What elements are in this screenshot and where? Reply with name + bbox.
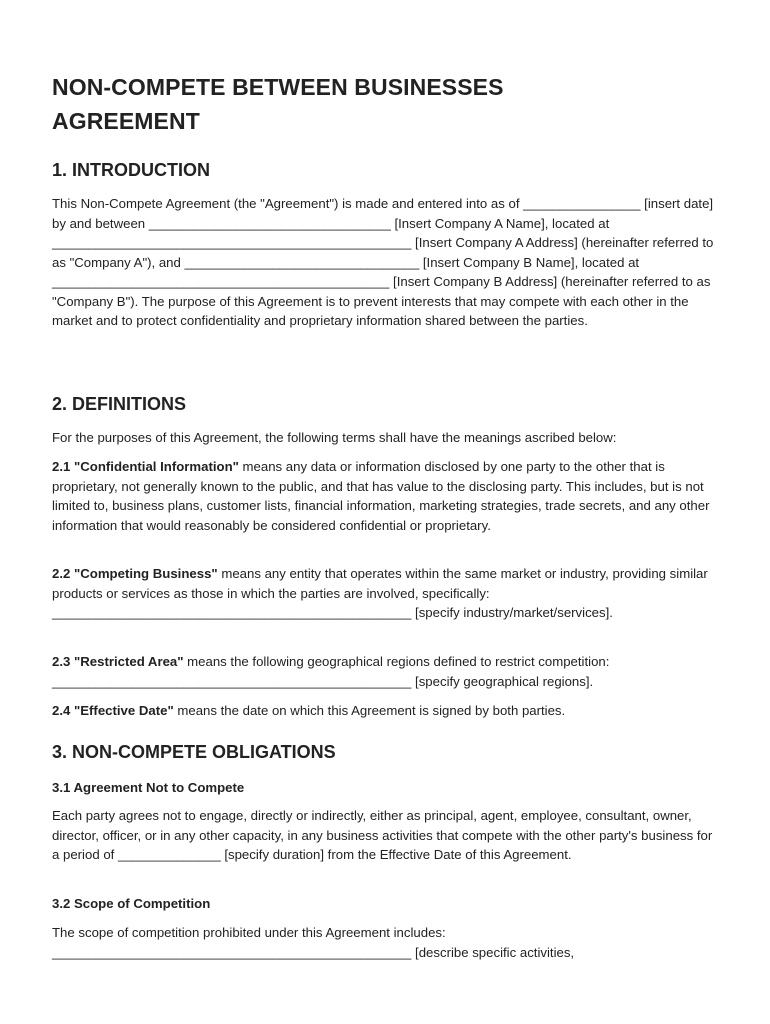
scope-of-competition-paragraph: The scope of competition prohibited under this Agreement includes: _________________________________________________ [describe specific activities, <box>52 925 575 960</box>
definition-text: means any entity that operates within the same market or industry, providing similar products or services as those in which the parties are involved, specifically: _________________________________________________ [specify industry/market/services]. <box>52 566 708 620</box>
definition-term: 2.1 "Confidential Information" <box>52 459 239 474</box>
definition-term: 2.2 "Competing Business" <box>52 566 218 581</box>
definition-competing-business <box>52 564 722 623</box>
subsection-heading-scope-of-competition: 3.2 Scope of Competition <box>52 896 211 911</box>
definitions-intro: For the purposes of this Agreement, the following terms shall have the meanings ascribed below: <box>52 430 617 445</box>
agreement-not-to-compete-paragraph: Each party agrees not to engage, directly or indirectly, either as principal, agent, employee, consultant, owner, director, officer, or in any other capacity, in any business activities that compete with the other party's business for a period of ______________ [specify duration] from the Effective Date of this Agreement. <box>52 808 713 862</box>
document-title: NON-COMPETE BETWEEN BUSINESSES AGREEMENT <box>52 74 504 134</box>
definition-effective-date <box>52 701 722 721</box>
definition-term: 2.3 "Restricted Area" <box>52 654 184 669</box>
definition-term: 2.4 "Effective Date" <box>52 703 174 718</box>
definition-restricted-area <box>52 652 722 691</box>
section-heading-introduction: 1. INTRODUCTION <box>52 160 211 180</box>
section-heading-definitions: 2. DEFINITIONS <box>52 394 187 414</box>
definition-text: means the following geographical regions defined to restrict competition: _________________________________________________ [specify geographical regions]. <box>52 654 610 689</box>
subsection-heading-agreement-not-to-compete: 3.1 Agreement Not to Compete <box>52 780 245 795</box>
definition-text: means any data or information disclosed by one party to the other that is proprietary, not generally known to the public, and that has value to the disclosing party. This includes, but is not limited to, business plans, customer lists, financial information, marketing strategies, trade secrets, and any other information that would reasonably be considered confidential or proprietary. <box>52 459 710 533</box>
introduction-paragraph: This Non-Compete Agreement (the "Agreement") is made and entered into as of ________________ [insert date] by and between _________________________________ [Insert Company A Name], located at _________________________________________________ [Insert Company A Address] (hereinafter referred to as "Company A"), and ________________________________ [Insert Company B Name], located at ______________________________________________ [Insert Company B Address] (hereinafter referred to as "Company B"). The purpose of this Agreement is to prevent interests that may compete with each other in the market and to protect confidentiality and proprietary information shared between the parties. <box>52 196 714 328</box>
definition-confidential-information <box>52 457 722 535</box>
definition-text: means the date on which this Agreement is signed by both parties. <box>173 703 566 718</box>
section-heading-non-compete-obligations: 3. NON-COMPETE OBLIGATIONS <box>52 742 336 762</box>
